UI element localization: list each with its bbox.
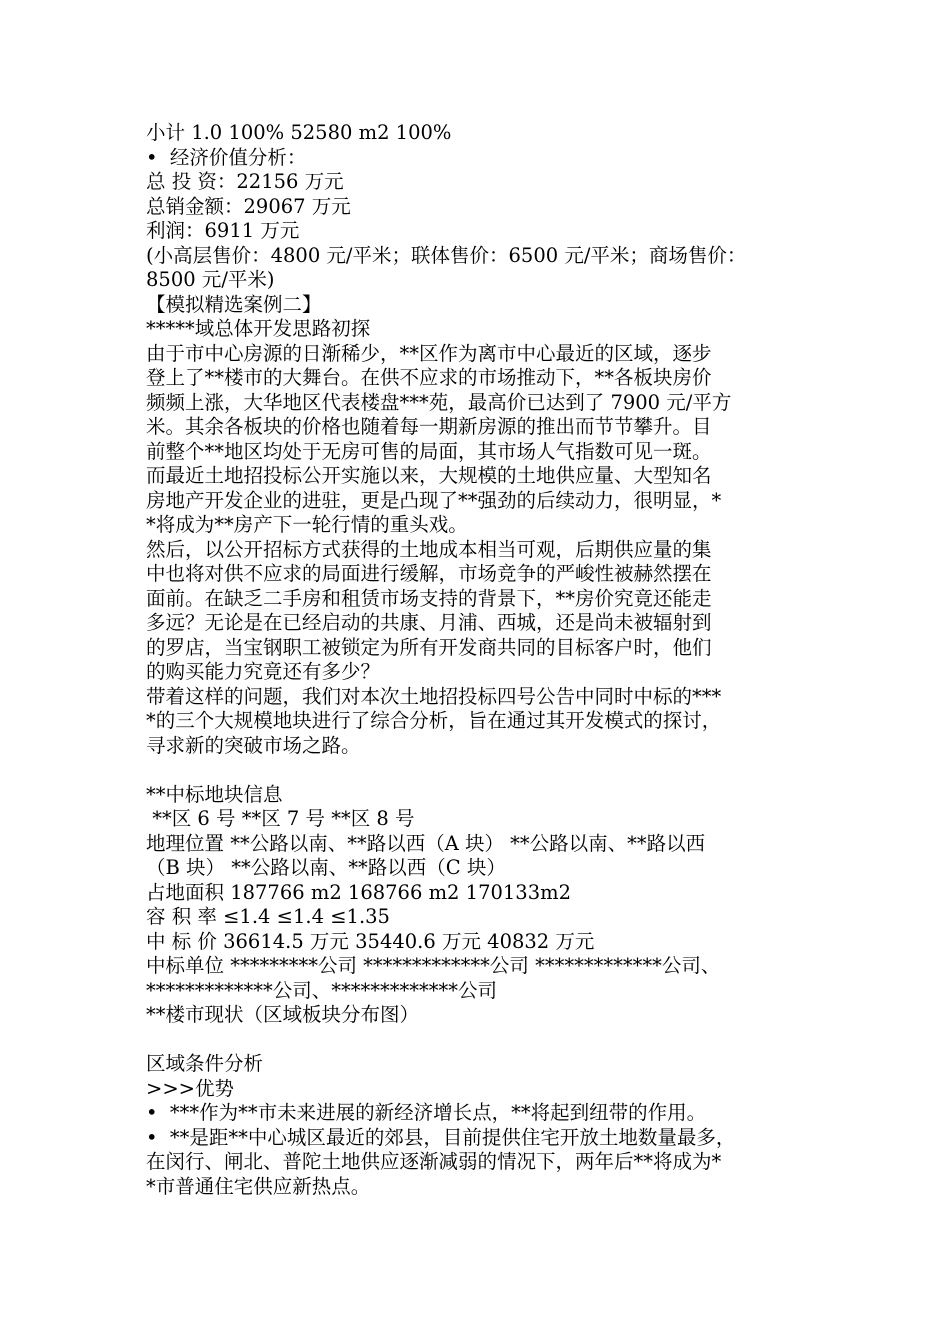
paragraph-line: 然后，以公开招标方式获得的土地成本相当可观，后期供应量的集 — [146, 537, 712, 561]
paragraph-line: 中也将对供不应求的局面进行缓解，市场竞争的严峻性被赫然摆在 — [146, 562, 712, 585]
advantage-bullet-cont: *市普通住宅供应新热点。 — [146, 1174, 371, 1198]
land-location-line: （B 块） **公路以南、**路以西（C 块） — [146, 856, 506, 879]
economic-value-heading: • 经济价值分析： — [146, 145, 307, 169]
paragraph-line: *将成为**房产下一轮行情的重头戏。 — [146, 513, 468, 536]
paragraph-line: 米。其余各板块的价格也随着每一期新房源的推出而节节攀升。目 — [146, 415, 712, 438]
paragraph-line: 房地产开发企业的进驻，更是凸现了**强劲的后续动力，很明显，* — [146, 488, 722, 512]
price-note-line: (小高层售价：4800 元/平米；联体售价：6500 元/平米；商场售价： — [146, 243, 747, 267]
winning-price-line: 中 标 价 36614.5 万元 35440.6 万元 40832 万元 — [146, 929, 595, 953]
paragraph-line: 而最近土地招投标公开实施以来，大规模的土地供应量、大型知名 — [146, 464, 712, 487]
document-body — [146, 121, 890, 1199]
price-note-line: 8500 元/平米) — [146, 268, 275, 291]
regional-analysis-heading: 区域条件分析 — [146, 1052, 264, 1075]
paragraph-line: 登上了**楼市的大舞台。在供不应求的市场推动下，**各板块房价 — [146, 366, 712, 389]
case-study-heading: 【模拟精选案例二】 — [146, 292, 322, 316]
winning-company-line: 中标单位 *********公司 *************公司 *************公司、 — [146, 954, 721, 977]
blank-line — [146, 758, 890, 783]
paragraph-line: 的购买能力究竟还有多少？ — [146, 660, 381, 683]
paragraph-line: 前整个**地区均处于无房可售的局面，其市场人气指数可见一斑。 — [146, 439, 712, 463]
paragraph-line: 的罗店，当宝钢职工被锁定为所有开发商共同的目标客户时，他们 — [146, 635, 712, 659]
advantage-bullet: • ***作为**市未来进展的新经济增长点，**将起到纽带的作用。 — [146, 1101, 707, 1124]
paragraph-line: *的三个大规模地块进行了综合分析，旨在通过其开发模式的探讨， — [146, 709, 722, 732]
advantage-bullet: • **是距**中心城区最近的郊县，目前提供住宅开放土地数量最多， — [146, 1125, 736, 1149]
total-investment-line: 总 投 资：22156 万元 — [146, 170, 344, 193]
paragraph-line: 带着这样的问题，我们对本次土地招投标四号公告中同时中标的*** — [146, 684, 722, 708]
land-area-line: 占地面积 187766 m2 168766 m2 170133m2 — [146, 880, 572, 904]
profit-line: 利润：6911 万元 — [146, 219, 300, 242]
land-info-heading: **中标地块信息 — [146, 782, 283, 806]
advantage-bullet-cont: 在闵行、闸北、普陀土地供应逐渐减弱的情况下，两年后**将成为* — [146, 1150, 722, 1173]
plot-ratio-line: 容 积 率 ≤1.4 ≤1.4 ≤1.35 — [146, 905, 390, 928]
paragraph-line: 由于市中心房源的日渐稀少，**区作为离市中心最近的区域，逐步 — [146, 341, 712, 365]
paragraph-line: 面前。在缺乏二手房和租赁市场支持的背景下，**房价究竟还能走 — [146, 586, 712, 610]
paragraph-line: 多远？无论是在已经启动的共康、月浦、西城，还是尚未被辐射到 — [146, 611, 712, 634]
paragraph-line: 寻求新的突破市场之路。 — [146, 733, 361, 757]
case-study-title: *****域总体开发思路初探 — [146, 317, 371, 340]
blank-line — [146, 1028, 890, 1053]
market-status-heading: **楼市现状（区域板块分布图） — [146, 1003, 420, 1026]
advantages-heading: >>>优势 — [146, 1076, 235, 1100]
land-info-columns: **区 6 号 **区 7 号 **区 8 号 — [146, 807, 415, 830]
paragraph-line: 频频上涨，大华地区代表楼盘***苑，最高价已达到了 7900 元/平方 — [146, 390, 732, 414]
land-location-line: 地理位置 **公路以南、**路以西（A 块） **公路以南、**路以西 — [146, 831, 706, 855]
total-sales-line: 总销金额：29067 万元 — [146, 194, 351, 218]
summary-subtotal-line: 小计 1.0 100% 52580 m2 100% — [146, 121, 452, 144]
winning-company-line: *************公司、*************公司 — [146, 978, 498, 1002]
